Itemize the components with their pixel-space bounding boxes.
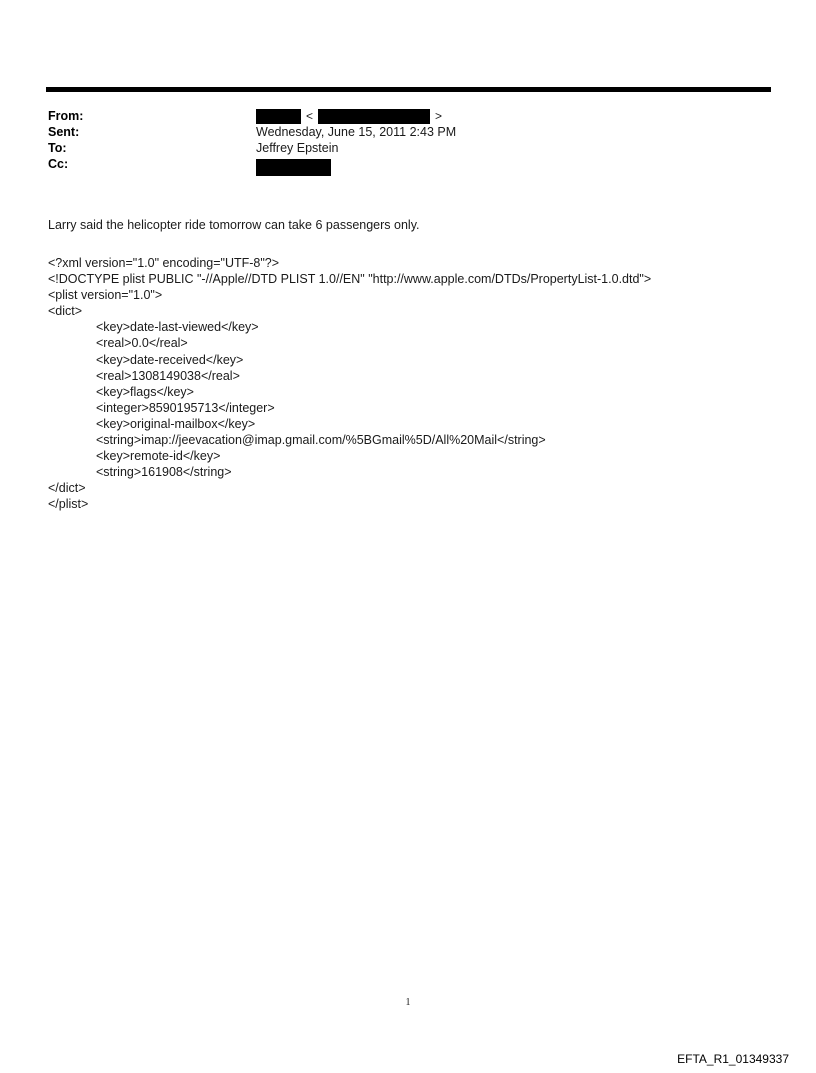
xml-line: <string>161908</string>	[96, 465, 232, 480]
xml-line: <string>imap://jeevacation@imap.gmail.com/%5BGmail%5D/All%20Mail</string>	[96, 433, 546, 448]
from-label: From:	[48, 109, 84, 123]
xml-line: <plist version="1.0">	[48, 288, 163, 303]
xml-line: <?xml version="1.0" encoding="UTF-8"?>	[48, 256, 280, 270]
redaction-block	[256, 109, 301, 124]
xml-line: <real>0.0</real>	[96, 336, 188, 351]
to-value: Jeffrey Epstein	[256, 141, 339, 155]
xml-line: <key>date-last-viewed</key>	[96, 320, 259, 335]
redaction-block	[256, 159, 331, 176]
xml-line: </plist>	[48, 497, 89, 512]
cc-label: Cc:	[48, 157, 69, 171]
bates-number: EFTA_R1_01349337	[677, 1052, 789, 1066]
to-label: To:	[48, 141, 67, 155]
redaction-block	[318, 109, 430, 124]
sent-value: Wednesday, June 15, 2011 2:43 PM	[256, 125, 457, 139]
xml-line: <key>date-received</key>	[96, 352, 244, 367]
sent-label: Sent:	[48, 125, 80, 139]
from-close-bracket: >	[435, 109, 443, 123]
xml-line: <key>remote-id</key>	[96, 449, 221, 464]
xml-line: <!DOCTYPE plist PUBLIC "-//Apple//DTD PLIST 1.0//EN" "http://www.apple.com/DTDs/PropertyList-1.0.dtd">	[48, 272, 652, 287]
xml-line: </dict>	[48, 481, 86, 496]
from-open-bracket: <	[306, 109, 314, 123]
header-rule	[46, 87, 771, 92]
from-row	[48, 108, 748, 124]
from-value	[256, 108, 447, 124]
xml-line: <key>flags</key>	[96, 384, 194, 399]
xml-line: <integer>8590195713</integer>	[96, 400, 275, 415]
message-text: Larry said the helicopter ride tomorrow can take 6 passengers only.	[48, 218, 420, 232]
to-row	[48, 140, 748, 156]
sent-row	[48, 124, 748, 140]
cc-value	[256, 159, 331, 177]
xml-line: <dict>	[48, 304, 83, 319]
xml-block	[48, 255, 651, 513]
xml-line: <real>1308149038</real>	[96, 368, 240, 383]
cc-row	[48, 156, 748, 176]
page-number: 1	[405, 997, 411, 1008]
xml-line: <key>original-mailbox</key>	[96, 416, 256, 431]
email-header	[48, 108, 748, 176]
